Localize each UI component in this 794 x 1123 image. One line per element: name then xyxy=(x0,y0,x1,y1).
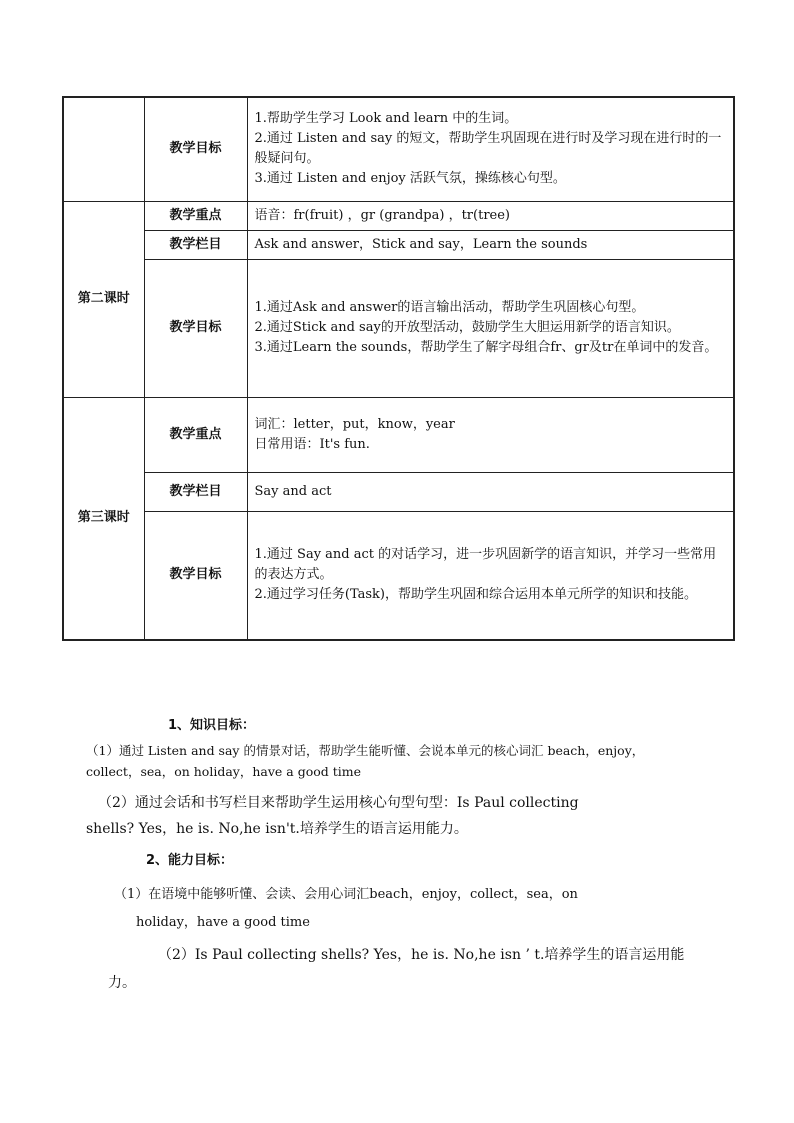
table-row xyxy=(63,472,734,511)
content-line: Say and act xyxy=(254,483,332,499)
content-line: 2.通过 Listen and say 的短文，帮助学生巩固现在进行时及学习现在进行时的一般疑问句。 xyxy=(254,131,722,167)
content-line: 3.通过Learn the sounds，帮助学生了解字母组合fr、gr及tr在单词中的发音。 xyxy=(254,340,718,355)
row-label: 教学重点 xyxy=(144,397,247,472)
knowledge-item-1: （1）通过 Listen and say 的情景对话，帮助学生能听懂、会说本单元的核心词汇 beach，enjoy，collect，sea，on holiday，have a good time xyxy=(86,743,645,779)
content-line: 3.通过 Listen and enjoy 活跃气氛，操练核心句型。 xyxy=(254,171,566,187)
knowledge-objectives-heading: 1、知识目标： xyxy=(168,718,256,733)
ability-item-2-line-1: （2）Is Paul collecting shells? Yes，he is. No,he isn ’ t.培养学生的语言运用能 xyxy=(158,947,685,963)
row-content xyxy=(247,472,734,511)
row-content xyxy=(247,97,734,201)
content-line: 语音：fr(fruit) ，gr (grandpa) ，tr(tree) xyxy=(254,207,510,223)
table-row xyxy=(63,201,734,230)
content-line: 1.通过Ask and answer的语言输出活动，帮助学生巩固核心句型。 xyxy=(254,300,645,315)
row-content xyxy=(247,259,734,397)
table-row xyxy=(63,97,734,201)
knowledge-item-2-line-1: （2）通过会话和书写栏目来帮助学生运用核心句型句型：Is Paul collecting xyxy=(98,795,579,811)
row-content xyxy=(247,397,734,472)
content-line: 2.通过Stick and say的开放型活动，鼓励学生大胆运用新学的语言知识。 xyxy=(254,320,680,335)
table-row xyxy=(63,259,734,397)
row-content xyxy=(247,511,734,640)
ability-objectives-heading: 2、能力目标： xyxy=(146,853,234,868)
objectives-section xyxy=(86,712,690,996)
content-line: 1.通过 Say and act 的对话学习，进一步巩固新学的语言知识，并学习一些常用的表达方式。 xyxy=(254,547,717,583)
ability-item-2-line-2: 力。 xyxy=(108,975,136,991)
session-cell: 第三课时 xyxy=(63,397,144,640)
content-line: 1.帮助学生学习 Look and learn 中的生词。 xyxy=(254,111,518,127)
row-label: 教学目标 xyxy=(144,511,247,640)
row-content xyxy=(247,230,734,259)
table-row xyxy=(63,397,734,472)
lesson-plan-table xyxy=(62,96,735,641)
ability-item-1-line-1: （1）在语境中能够听懂、会读、会用心词汇beach，enjoy，collect，sea，on xyxy=(114,887,578,902)
content-line: 日常用语：It's fun. xyxy=(254,436,370,452)
session-cell: 第二课时 xyxy=(63,201,144,397)
knowledge-item-2-line-2: shells? Yes，he is. No,he isn't.培养学生的语言运用能力。 xyxy=(86,821,468,837)
ability-item-1-line-2: holiday，have a good time xyxy=(136,915,310,930)
session-cell xyxy=(63,97,144,201)
row-content xyxy=(247,201,734,230)
row-label: 教学目标 xyxy=(144,259,247,397)
row-label: 教学重点 xyxy=(144,201,247,230)
table-row xyxy=(63,230,734,259)
content-line: 2.通过学习任务(Task)，帮助学生巩固和综合运用本单元所学的知识和技能。 xyxy=(254,587,698,603)
row-label: 教学栏目 xyxy=(144,230,247,259)
table-row xyxy=(63,511,734,640)
row-label: 教学目标 xyxy=(144,97,247,201)
content-line: Ask and answer，Stick and say，Learn the sounds xyxy=(254,236,588,252)
content-line: 词汇：letter，put，know，year xyxy=(254,416,455,432)
row-label: 教学栏目 xyxy=(144,472,247,511)
